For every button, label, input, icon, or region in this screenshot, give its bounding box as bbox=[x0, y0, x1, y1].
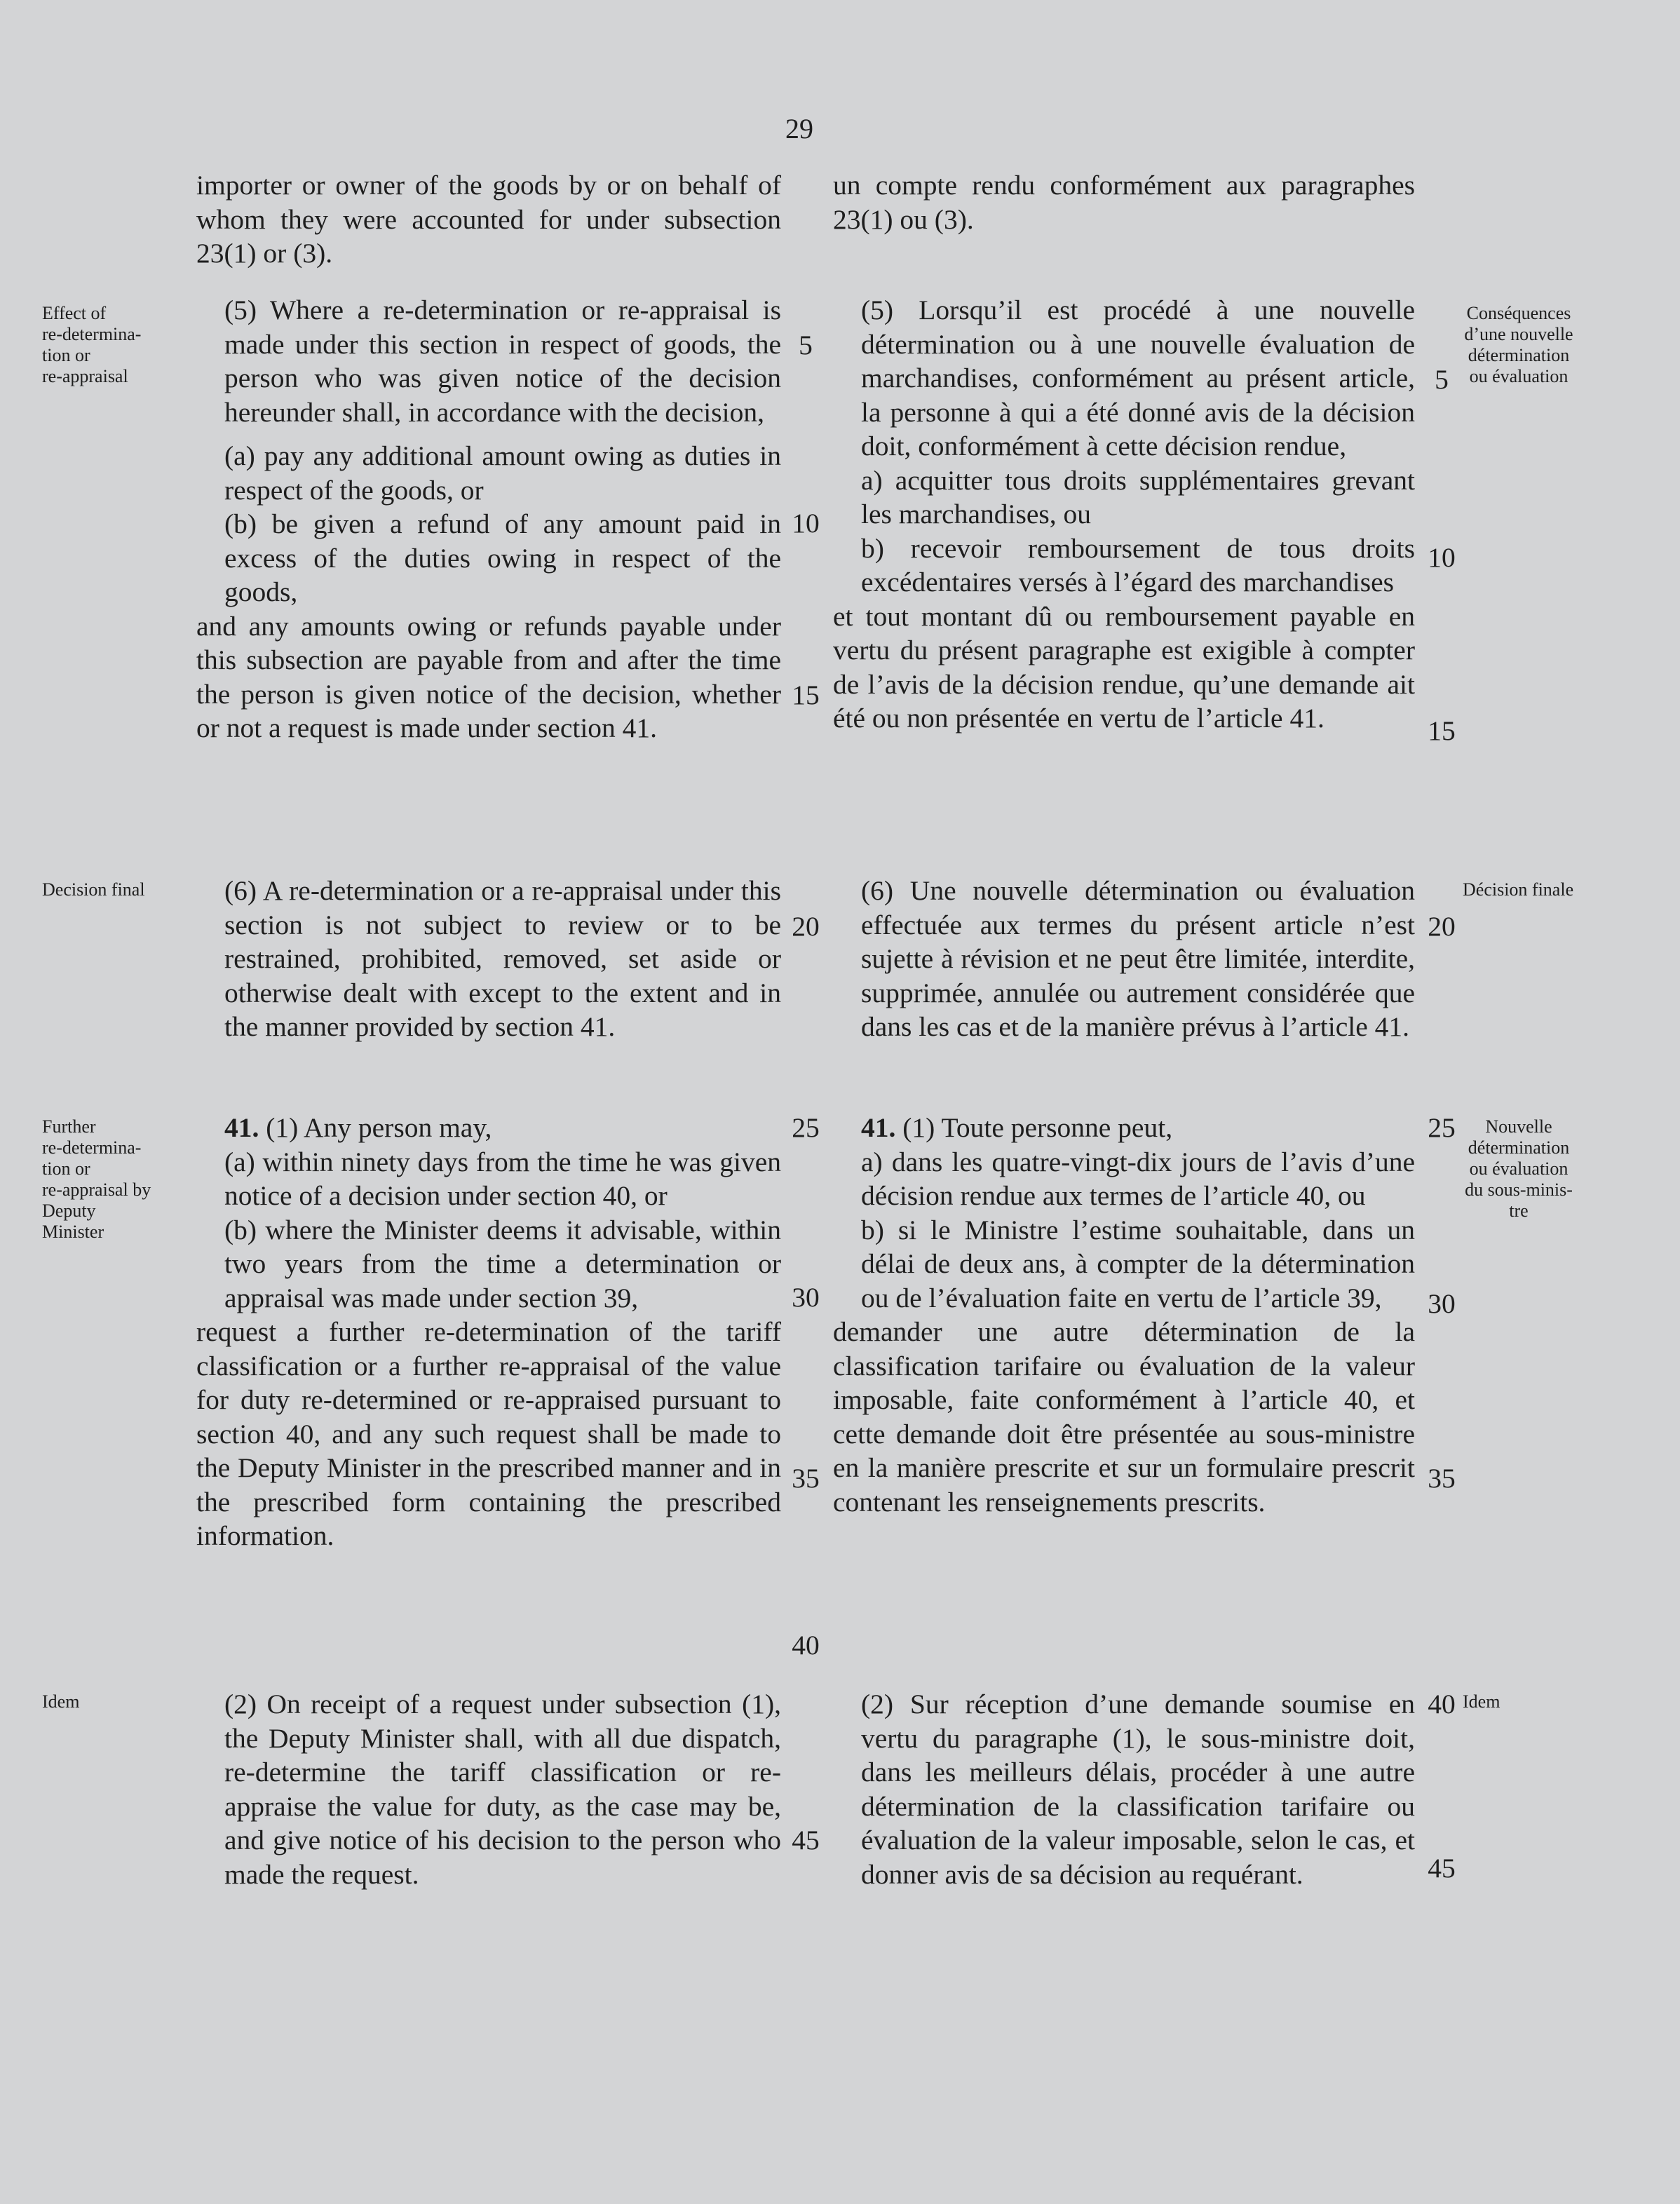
side-note-line: Nouvelle bbox=[1485, 1116, 1552, 1137]
side-note-idem bbox=[42, 1691, 193, 1712]
side-note-line: ou évaluation bbox=[1469, 1158, 1569, 1179]
line-number: 10 bbox=[1428, 542, 1456, 573]
english-subsection-41-2 bbox=[196, 1687, 781, 1891]
en-text-s5tail: and any amounts owing or refunds payable under this subsection are payable from and after the time the person is given notice of the decision, whether or not a request is made under section 41. bbox=[196, 610, 781, 743]
side-note-line: d’une nouvelle bbox=[1464, 324, 1573, 344]
line-number: 30 bbox=[792, 1282, 820, 1313]
english-paragraph-continued bbox=[196, 168, 781, 271]
line-number: 40 bbox=[792, 1630, 820, 1661]
line-number: 30 bbox=[1428, 1288, 1456, 1319]
side-note-line: re-determina- bbox=[42, 1137, 142, 1158]
side-note-line: tion or bbox=[42, 1158, 90, 1179]
line-number: 35 bbox=[1428, 1463, 1456, 1494]
french-section-41 bbox=[833, 1111, 1415, 1519]
page-number: 29 bbox=[785, 113, 813, 144]
side-note-line: Conséquences bbox=[1466, 303, 1571, 323]
fr-text-p0: un compte rendu conformément aux paragraphes 23(1) ou (3). bbox=[833, 170, 1415, 235]
line-number: 20 bbox=[792, 911, 820, 942]
line-number: 10 bbox=[792, 508, 820, 539]
side-note-line: détermination bbox=[1468, 345, 1570, 365]
side-note-idem-fr bbox=[1463, 1691, 1673, 1712]
line-number: 15 bbox=[1428, 715, 1456, 746]
side-note-line: du sous-minis- bbox=[1465, 1179, 1573, 1200]
line-number: 40 bbox=[1428, 1689, 1456, 1719]
side-note-line: re-determina- bbox=[42, 324, 142, 344]
en-text-p0: importer or owner of the goods by or on behalf of whom they were accounted for under subsection 23(1) or (3). bbox=[196, 170, 781, 269]
fr-text-s41a: a) dans les quatre-vingt-dix jours de l’avis d’une décision rendue aux termes de l’article 40, ou bbox=[861, 1146, 1415, 1211]
en-text-s6: (6) A re-determination or a re-appraisal under this section is not subject to review or to be restrained, prohibited, removed, set aside or otherwise dealt with except to the extent and in the manner provided by section 41. bbox=[224, 875, 781, 1042]
fr-text-s41-lead bbox=[833, 1111, 1415, 1145]
side-note-line: re-appraisal bbox=[42, 366, 128, 386]
fr-text-s41tail: demander une autre détermination de la classification tarifaire ou évaluation de la valeur imposable, faite conformément à l’article 40, et cette demande doit être présentée au sous-ministre en la manière prescrite et sur un formulaire prescrit contenant les renseignements prescrits. bbox=[833, 1316, 1415, 1517]
line-number: 25 bbox=[792, 1112, 820, 1143]
en-text-s5a: (a) pay any additional amount owing as duties in respect of the goods, or bbox=[224, 440, 781, 506]
english-subsection-6 bbox=[196, 874, 781, 1044]
side-note-line: re-appraisal by bbox=[42, 1179, 151, 1200]
side-note-decision-final bbox=[42, 879, 193, 900]
line-number: 15 bbox=[792, 680, 820, 710]
section-number-41: 41. bbox=[224, 1112, 259, 1143]
side-note-line: Minister bbox=[42, 1222, 104, 1242]
french-subsection-41-2 bbox=[833, 1687, 1415, 1891]
french-subsection-5 bbox=[833, 293, 1415, 736]
side-note-decision-finale bbox=[1463, 879, 1673, 900]
line-number: 5 bbox=[1435, 364, 1449, 395]
line-number: 45 bbox=[1428, 1853, 1456, 1884]
en-text-s41-lead bbox=[196, 1111, 781, 1145]
side-note-line: Idem bbox=[1463, 1691, 1501, 1712]
side-note-effect bbox=[42, 303, 193, 387]
section-number-41-fr: 41. bbox=[861, 1112, 896, 1143]
side-note-line: Further bbox=[42, 1116, 96, 1137]
fr-text-s41lead: (1) Toute personne peut, bbox=[902, 1112, 1173, 1143]
fr-text-s6: (6) Une nouvelle détermination ou évaluation effectuée aux termes du présent article n’est sujette à révision et ne peut être limitée, interdite, supprimée, annulée ou autrement considérée que dans les cas et de la manière prévus à l’article 41. bbox=[861, 875, 1415, 1042]
side-note-line: tion or bbox=[42, 345, 90, 365]
side-note-line: détermination bbox=[1468, 1137, 1570, 1158]
line-number: 20 bbox=[1428, 911, 1456, 942]
en-text-s5b: (b) be given a refund of any amount paid in excess of the duties owing in respect of the goods, bbox=[224, 508, 781, 607]
en-text-s5: (5) Where a re-determination or re-appraisal is made under this section in respect of goods, the person who was given notice of the decision hereunder shall, in accordance with the decision, bbox=[224, 295, 781, 428]
fr-text-s5b: b) recevoir remboursement de tous droits excédentaires versés à l’égard des marchandises bbox=[861, 532, 1415, 597]
fr-text-s41b: b) si le Ministre l’estime souhaitable, dans un délai de deux ans, à compter de la détermination ou de l’évaluation faite en vertu de l’article 39, bbox=[861, 1214, 1415, 1313]
side-note-consequences bbox=[1449, 303, 1589, 387]
line-number: 25 bbox=[1428, 1112, 1456, 1143]
fr-text-s5tail: et tout montant dû ou remboursement payable en vertu du présent paragraphe est exigible à compter de l’avis de la décision rendue, qu’une demande ait été ou non présentée en vertu de l’article 41. bbox=[833, 600, 1415, 733]
line-number: 5 bbox=[799, 330, 813, 360]
french-paragraph-continued bbox=[833, 168, 1415, 236]
side-note-line: ou évaluation bbox=[1469, 366, 1569, 386]
side-note-line: Decision final bbox=[42, 879, 145, 900]
side-note-line: Effect of bbox=[42, 303, 107, 323]
fr-text-s5a: a) acquitter tous droits supplémentaires grevant les marchandises, ou bbox=[861, 464, 1415, 529]
fr-text-s5: (5) Lorsqu’il est procédé à une nouvelle détermination ou à une nouvelle évaluation de marchandises, conformément au présent article, la personne à qui a été donné avis de la décision doit, conformément à cette décision rendue, bbox=[861, 295, 1415, 461]
line-number: 45 bbox=[792, 1825, 820, 1855]
side-note-further bbox=[42, 1116, 193, 1243]
en-text-s41lead: (1) Any person may, bbox=[266, 1112, 492, 1143]
en-text-s41a: (a) within ninety days from the time he was given notice of a decision under section 40, or bbox=[224, 1146, 781, 1211]
fr-text-s41-2: (2) Sur réception d’une demande soumise en vertu du paragraphe (1), le sous-ministre doit, dans les meilleurs délais, procéder à une autre détermination de la classification tarifaire ou évaluation de la valeur imposable, selon le cas, et donner avis de sa décision au requérant. bbox=[861, 1689, 1415, 1890]
side-note-line: Décision finale bbox=[1463, 879, 1574, 900]
en-text-s41-2: (2) On receipt of a request under subsection (1), the Deputy Minister shall, with all due dispatch, re-determine the tariff classification or re-appraise the value for duty, as the case may be, and give notice of his decision to the person who made the request. bbox=[224, 1689, 781, 1890]
english-subsection-5 bbox=[196, 293, 781, 745]
line-number: 35 bbox=[792, 1463, 820, 1494]
side-note-line: Idem bbox=[42, 1691, 80, 1712]
side-note-line: tre bbox=[1509, 1201, 1529, 1221]
en-text-s41tail: request a further re-determination of the tariff classification or a further re-appraisal of the value for duty re-determined or re-appraised pursuant to section 40, and any such request shall be made to the Deputy Minister in the prescribed manner and in the prescribed form containing the prescribed information. bbox=[196, 1316, 781, 1551]
french-subsection-6 bbox=[833, 874, 1415, 1044]
english-section-41 bbox=[196, 1111, 781, 1553]
side-note-line: Deputy bbox=[42, 1201, 96, 1221]
en-text-s41b: (b) where the Minister deems it advisable, within two years from the time a determination or appraisal was made under section 39, bbox=[224, 1214, 781, 1313]
side-note-nouvelle bbox=[1449, 1116, 1589, 1222]
